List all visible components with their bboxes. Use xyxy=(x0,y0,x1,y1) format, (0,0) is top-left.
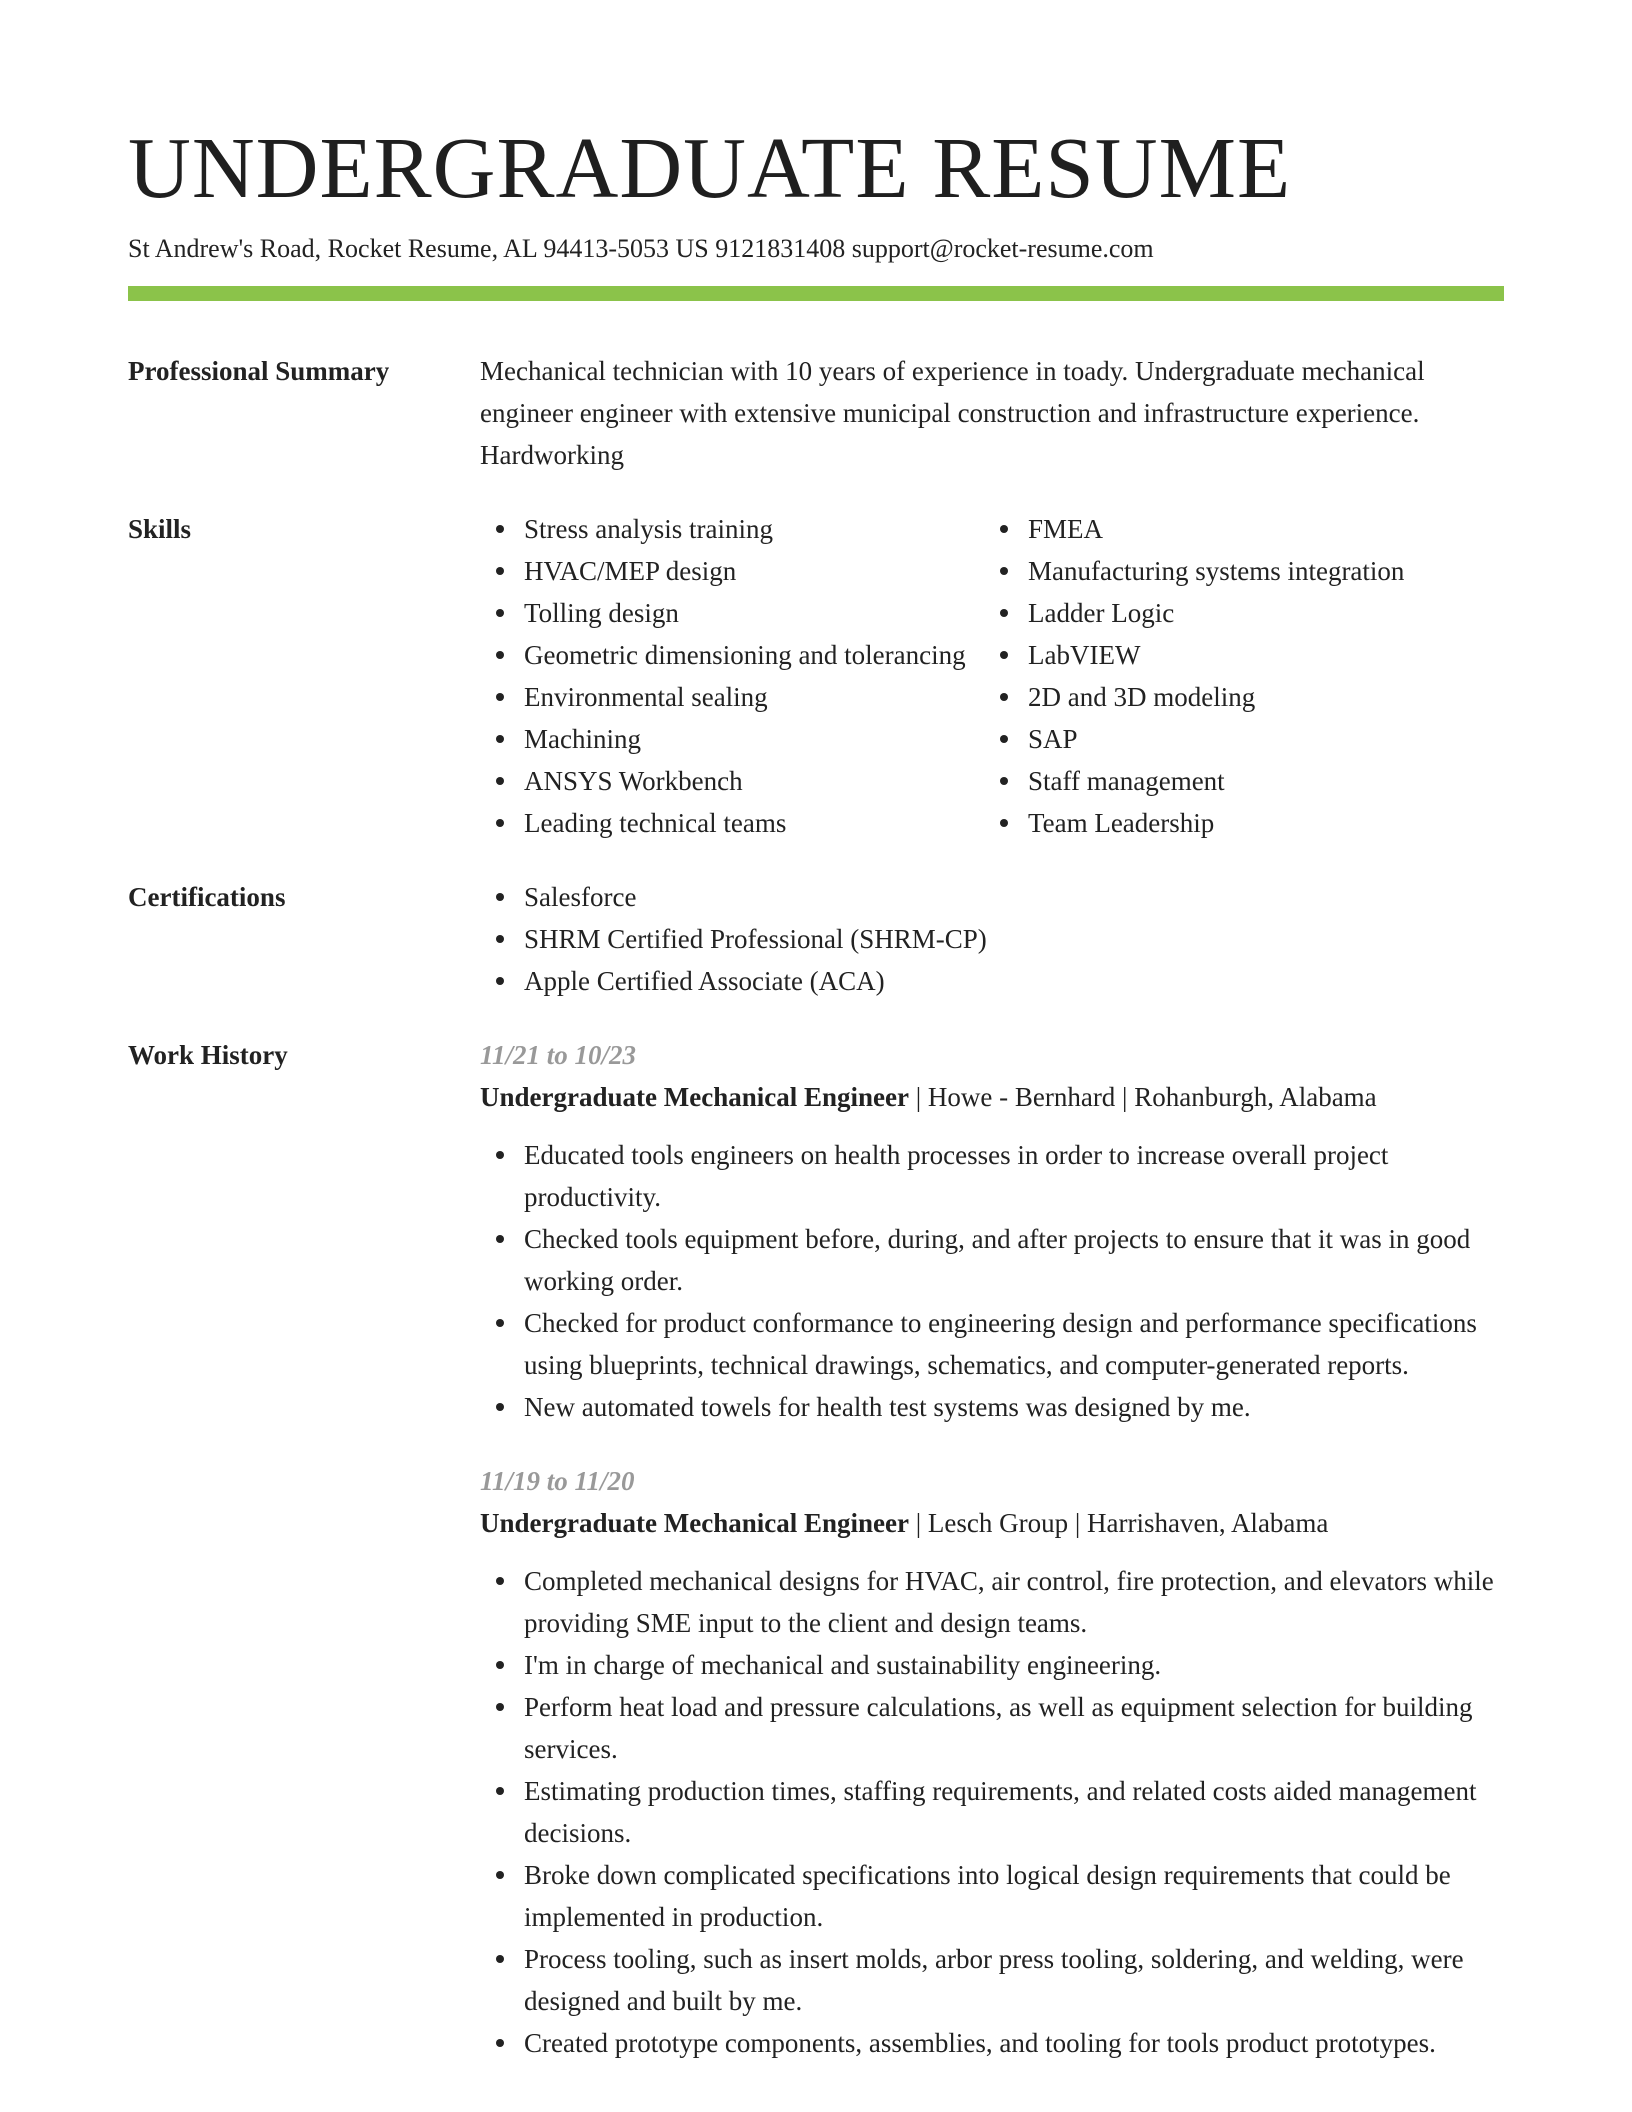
certification-item: SHRM Certified Professional (SHRM-CP) xyxy=(480,918,1504,960)
skill-item: Machining xyxy=(480,718,984,760)
skill-item: Staff management xyxy=(984,760,1488,802)
summary-text: Mechanical technician with 10 years of experience in toady. Undergraduate mechanical engineer engineer with extensive municipal construction and infrastructure experience. Hardworking xyxy=(480,356,1425,470)
certification-item: Apple Certified Associate (ACA) xyxy=(480,960,1504,1002)
skill-item: SAP xyxy=(984,718,1488,760)
skill-item: Team Leadership xyxy=(984,802,1488,844)
job-duty-item: Estimating production times, staffing requirements, and related costs aided management decisions. xyxy=(480,1770,1504,1854)
section-title-certifications: Certifications xyxy=(128,882,286,912)
job-title: Undergraduate Mechanical Engineer xyxy=(480,1082,909,1112)
job-entry xyxy=(480,1034,1504,1428)
job-company-location: | Howe - Bernhard | Rohanburgh, Alabama xyxy=(908,1082,1377,1112)
skill-item: Manufacturing systems integration xyxy=(984,550,1488,592)
skill-item: Environmental sealing xyxy=(480,676,984,718)
skills-column-1 xyxy=(480,508,984,844)
skill-item: HVAC/MEP design xyxy=(480,550,984,592)
professional-summary-section xyxy=(128,350,1504,476)
job-heading xyxy=(480,1076,1504,1118)
job-dates: 11/21 to 10/23 xyxy=(480,1040,637,1070)
section-title-summary: Professional Summary xyxy=(128,356,390,386)
skill-item: Stress analysis training xyxy=(480,508,984,550)
skill-item: Leading technical teams xyxy=(480,802,984,844)
job-duty-item: Perform heat load and pressure calculations, as well as equipment selection for building services. xyxy=(480,1686,1504,1770)
job-heading xyxy=(480,1502,1504,1544)
skill-item: Tolling design xyxy=(480,592,984,634)
job-duty-item: Checked for product conformance to engineering design and performance specifications using blueprints, technical drawings, schematics, and computer-generated reports. xyxy=(480,1302,1504,1386)
resume-name: UNDERGRADUATE RESUME xyxy=(128,119,1292,216)
header-divider xyxy=(128,286,1504,301)
skill-item: FMEA xyxy=(984,508,1488,550)
job-duty-item: Completed mechanical designs for HVAC, air control, fire protection, and elevators while providing SME input to the client and design teams. xyxy=(480,1560,1504,1644)
section-title-skills: Skills xyxy=(128,514,192,544)
job-duties-list xyxy=(480,1560,1504,2064)
job-title: Undergraduate Mechanical Engineer xyxy=(480,1508,909,1538)
job-duties-list xyxy=(480,1134,1504,1428)
certifications-section xyxy=(128,876,1504,1002)
skills-column-2 xyxy=(984,508,1488,844)
skill-item: Ladder Logic xyxy=(984,592,1488,634)
job-duty-item: Created prototype components, assemblies, and tooling for tools product prototypes. xyxy=(480,2022,1504,2064)
certifications-list xyxy=(480,876,1504,1002)
contact-line: St Andrew's Road, Rocket Resume, AL 94413-5053 US 9121831408 support@rocket-resume.com xyxy=(128,234,1154,263)
job-duty-item: New automated towels for health test systems was designed by me. xyxy=(480,1386,1504,1428)
job-company-location: | Lesch Group | Harrishaven, Alabama xyxy=(908,1508,1329,1538)
job-duty-item: Educated tools engineers on health processes in order to increase overall project productivity. xyxy=(480,1134,1504,1218)
work-history-section xyxy=(128,1034,1504,2064)
resume-sections xyxy=(128,350,1504,2096)
job-duty-item: Checked tools equipment before, during, and after projects to ensure that it was in good working order. xyxy=(480,1218,1504,1302)
skill-item: Geometric dimensioning and tolerancing xyxy=(480,634,984,676)
job-duty-item: Process tooling, such as insert molds, arbor press tooling, soldering, and welding, were designed and built by me. xyxy=(480,1938,1504,2022)
skills-section xyxy=(128,508,1504,844)
skill-item: 2D and 3D modeling xyxy=(984,676,1488,718)
work-history-body xyxy=(480,1034,1504,2064)
certifications-body xyxy=(480,876,1504,1002)
skill-item: ANSYS Workbench xyxy=(480,760,984,802)
job-duty-item: Broke down complicated specifications into logical design requirements that could be implemented in production. xyxy=(480,1854,1504,1938)
job-duty-item: I'm in charge of mechanical and sustainability engineering. xyxy=(480,1644,1504,1686)
certification-item: Salesforce xyxy=(480,876,1504,918)
skills-grid xyxy=(480,508,1504,844)
skill-item: LabVIEW xyxy=(984,634,1488,676)
job-entry xyxy=(480,1460,1504,2064)
section-title-work-history: Work History xyxy=(128,1040,288,1070)
job-dates: 11/19 to 11/20 xyxy=(480,1466,635,1496)
